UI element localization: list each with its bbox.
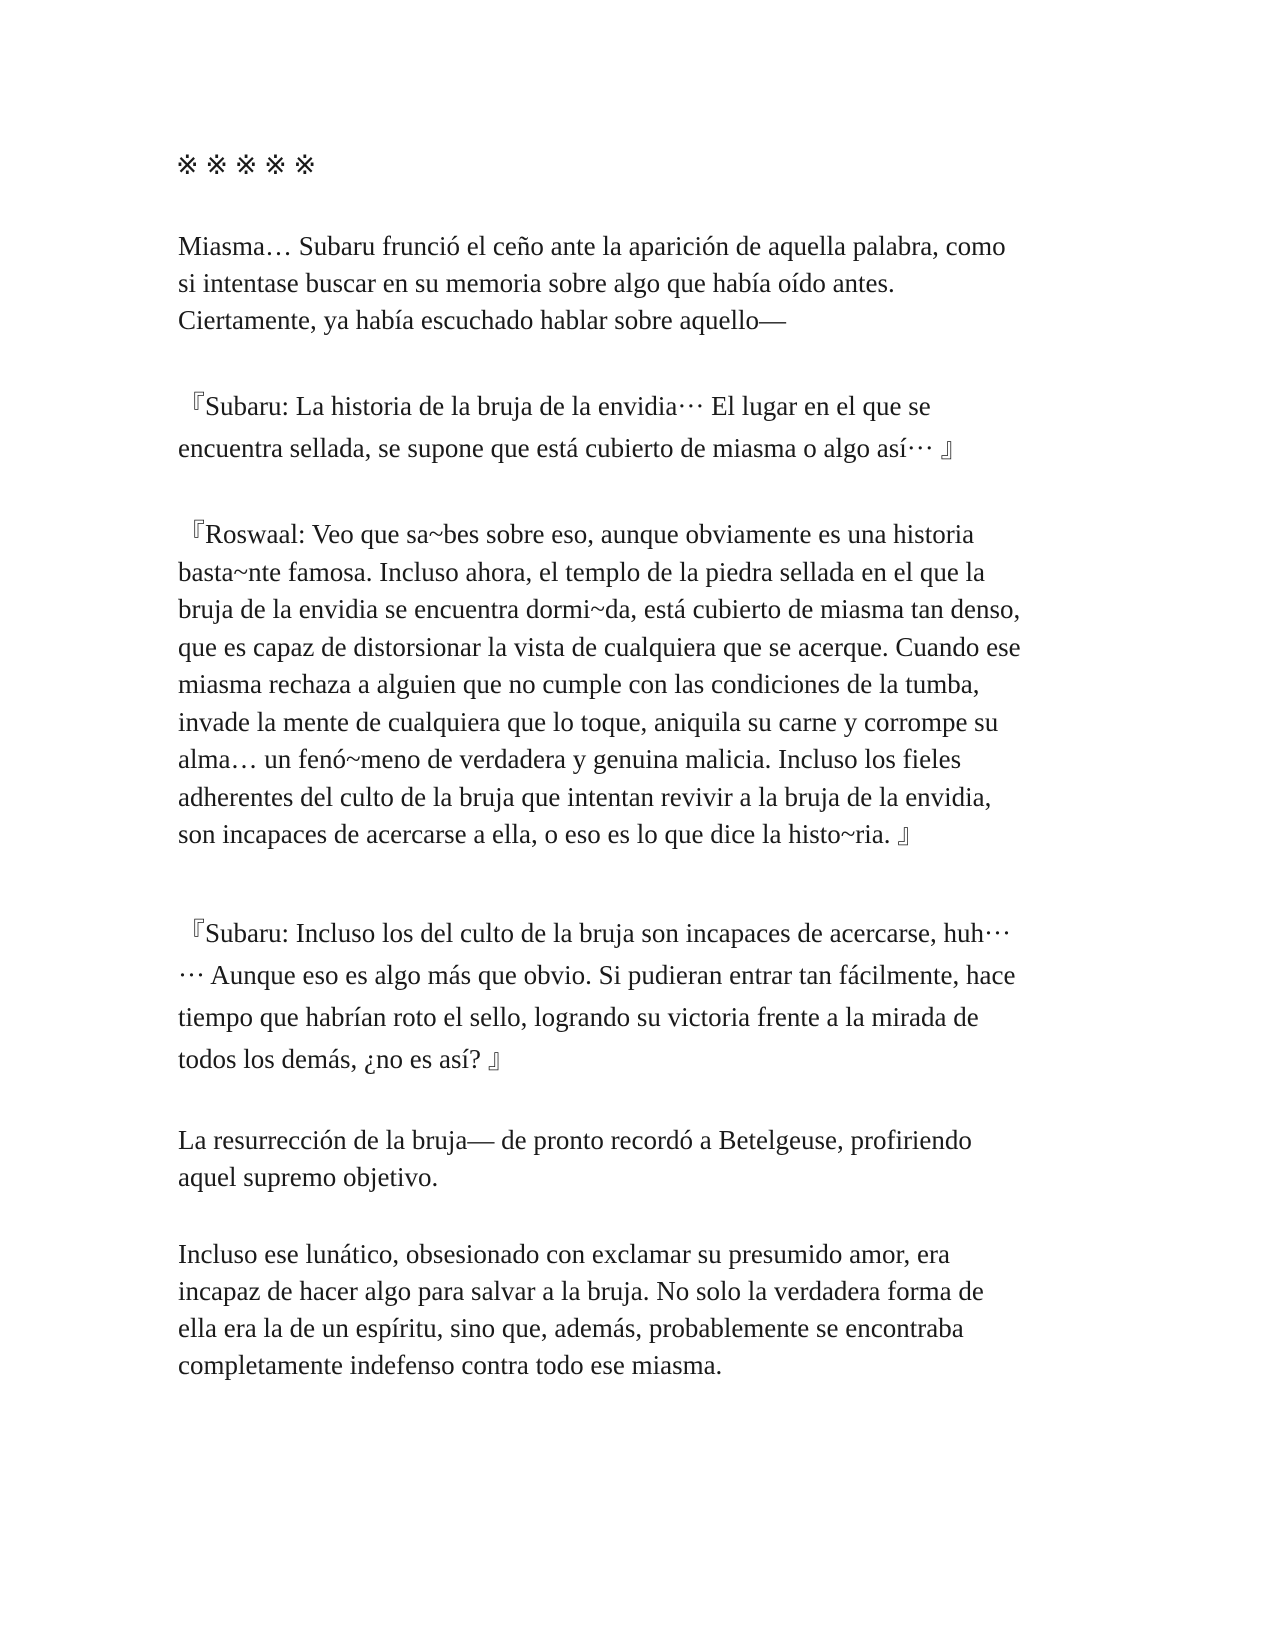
text-line: adherentes del culto de la bruja que intentan revivir a la bruja de la envidia, xyxy=(178,781,992,812)
text-line: que es capaz de distorsionar la vista de cualquiera que se acerque. Cuando ese xyxy=(178,631,1021,662)
text-line: ··· Aunque eso es algo más que obvio. Si pudieran entrar tan fácilmente, hace xyxy=(178,960,1016,990)
text-line: completamente indefenso contra todo ese miasma. xyxy=(178,1350,723,1380)
text-line: Incluso ese lunático, obsesionado con exclamar su presumido amor, era xyxy=(178,1239,950,1269)
text-line: Miasma… Subaru frunció el ceño ante la aparición de aquella palabra, como xyxy=(178,231,1006,261)
text-line: 『Subaru: La historia de la bruja de la envidia··· El lugar en el que se xyxy=(178,391,931,421)
paragraph-dialogue-roswaal xyxy=(178,516,1108,854)
text-line: alma… un fenó~meno de verdadera y genuina malicia. Incluso los fieles xyxy=(178,744,962,774)
paragraph-narration-1 xyxy=(178,228,1108,339)
text-line: 『Roswaal: Veo que sa~bes sobre eso, aunque obviamente es una historia xyxy=(178,519,975,549)
text-line: ella era la de un espíritu, sino que, además, probablemente se encontraba xyxy=(178,1313,964,1343)
paragraph-dialogue-subaru-2 xyxy=(178,912,1108,1080)
text-line: si intentase buscar en su memoria sobre algo que había oído antes. xyxy=(178,268,895,298)
text-line: aquel supremo objetivo. xyxy=(178,1162,439,1192)
text-line: Ciertamente, ya había escuchado hablar sobre aquello— xyxy=(178,305,787,335)
text-line: encuentra sellada, se supone que está cubierto de miasma o algo así··· 』 xyxy=(178,433,968,463)
text-line: todos los demás, ¿no es así? 』 xyxy=(178,1044,515,1074)
text-line: son incapaces de acercarse a ella, o eso es lo que dice la histo~ria. 』 xyxy=(178,819,925,849)
text-line: invade la mente de cualquiera que lo toque, aniquila su carne y corrompe su xyxy=(178,706,999,737)
text-line: La resurrección de la bruja— de pronto recordó a Betelgeuse, profiriendo xyxy=(178,1125,972,1155)
scene-separator: ※ ※ ※ ※ ※ xyxy=(176,150,317,180)
text-line: miasma rechaza a alguien que no cumple con las condiciones de la tumba, xyxy=(178,669,980,699)
text-line: tiempo que habrían roto el sello, logrando su victoria frente a la mirada de xyxy=(178,1002,979,1032)
paragraph-dialogue-subaru-1 xyxy=(178,385,1108,469)
paragraph-narration-2 xyxy=(178,1122,1108,1196)
text-line: 『Subaru: Incluso los del culto de la bruja son incapaces de acercarse, huh··· xyxy=(178,918,1011,948)
paragraph-narration-3 xyxy=(178,1236,1108,1384)
text-line: incapaz de hacer algo para salvar a la bruja. No solo la verdadera forma de xyxy=(178,1276,984,1306)
text-line: bruja de la envidia se encuentra dormi~da, está cubierto de miasma tan denso, xyxy=(178,594,1021,624)
text-line: basta~nte famosa. Incluso ahora, el templo de la piedra sellada en el que la xyxy=(178,556,986,587)
